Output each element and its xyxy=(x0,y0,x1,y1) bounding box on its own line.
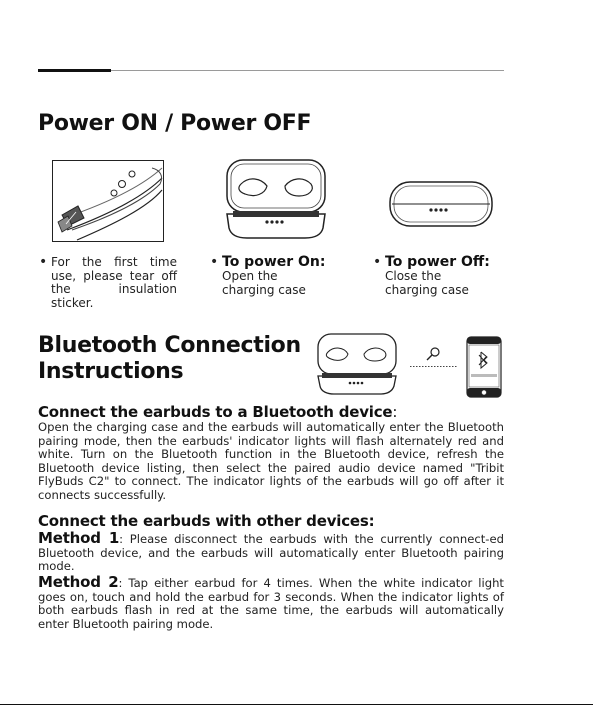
phone-bluetooth-illustration xyxy=(466,336,502,398)
method2-paragraph xyxy=(38,573,504,631)
open-case-small-illustration xyxy=(316,332,398,396)
earbud-sticker-illustration xyxy=(52,160,164,242)
closed-charging-case-illustration xyxy=(388,180,494,230)
connect-heading: Connect the earbuds to a Bluetooth device: xyxy=(38,403,398,421)
method1-text: : Please disconnect the earbuds with the currently connect-ed Bluetooth device, and the earbuds will automatically enter Bluetooth pairing mode. xyxy=(38,532,504,574)
search-icon xyxy=(424,346,442,362)
bluetooth-title-line2: Instructions xyxy=(38,359,184,384)
power-off-text: Close the charging case xyxy=(385,269,469,297)
power-section-title: Power ON / Power OFF xyxy=(38,111,312,136)
power-on-title: To power On: xyxy=(222,254,326,270)
other-devices-heading: Connect the earbuds with other devices: xyxy=(38,512,375,530)
header-rule-accent xyxy=(38,69,111,72)
power-off-title: To power Off: xyxy=(385,254,490,270)
bullet-icon: • xyxy=(210,254,219,270)
dotted-connector xyxy=(410,365,458,368)
bluetooth-section-title xyxy=(38,333,301,385)
sticker-caption: • For the first time use, please tear off the insulation sticker. xyxy=(39,254,177,310)
bluetooth-title-line1: Bluetooth Connection xyxy=(38,333,301,358)
open-charging-case-illustration xyxy=(225,158,327,240)
page-bottom-border xyxy=(0,704,593,705)
power-on-caption xyxy=(210,254,342,297)
power-on-text: Open the charging case xyxy=(222,269,306,297)
power-off-caption xyxy=(373,254,505,297)
method1-label: Method 1 xyxy=(38,529,120,547)
bullet-icon: • xyxy=(373,254,382,270)
connect-body: Open the charging case and the earbuds will automatically enter the Bluetooth pairing mode, then the earbuds' indicator lights will flash alternately red and white. Turn on the Bluetooth function in the Bluetooth device, refresh the Bluetooth device listing, then select the paired audio device named "Tribit FlyBuds C2" to connect. The indicator lights of the earbuds will go off after it connects successfully. xyxy=(38,420,504,502)
method2-label: Method 2 xyxy=(38,573,119,591)
method1-paragraph xyxy=(38,529,504,574)
bullet-icon: • xyxy=(39,254,48,270)
method2-text: : Tap either earbud for 4 times. When the white indicator light goes on, touch and hold the earbud for 3 seconds. When the indicator lights of both earbuds flash in red at the same time, the earbuds will automatically enter Bluetooth pairing mode. xyxy=(38,576,504,631)
